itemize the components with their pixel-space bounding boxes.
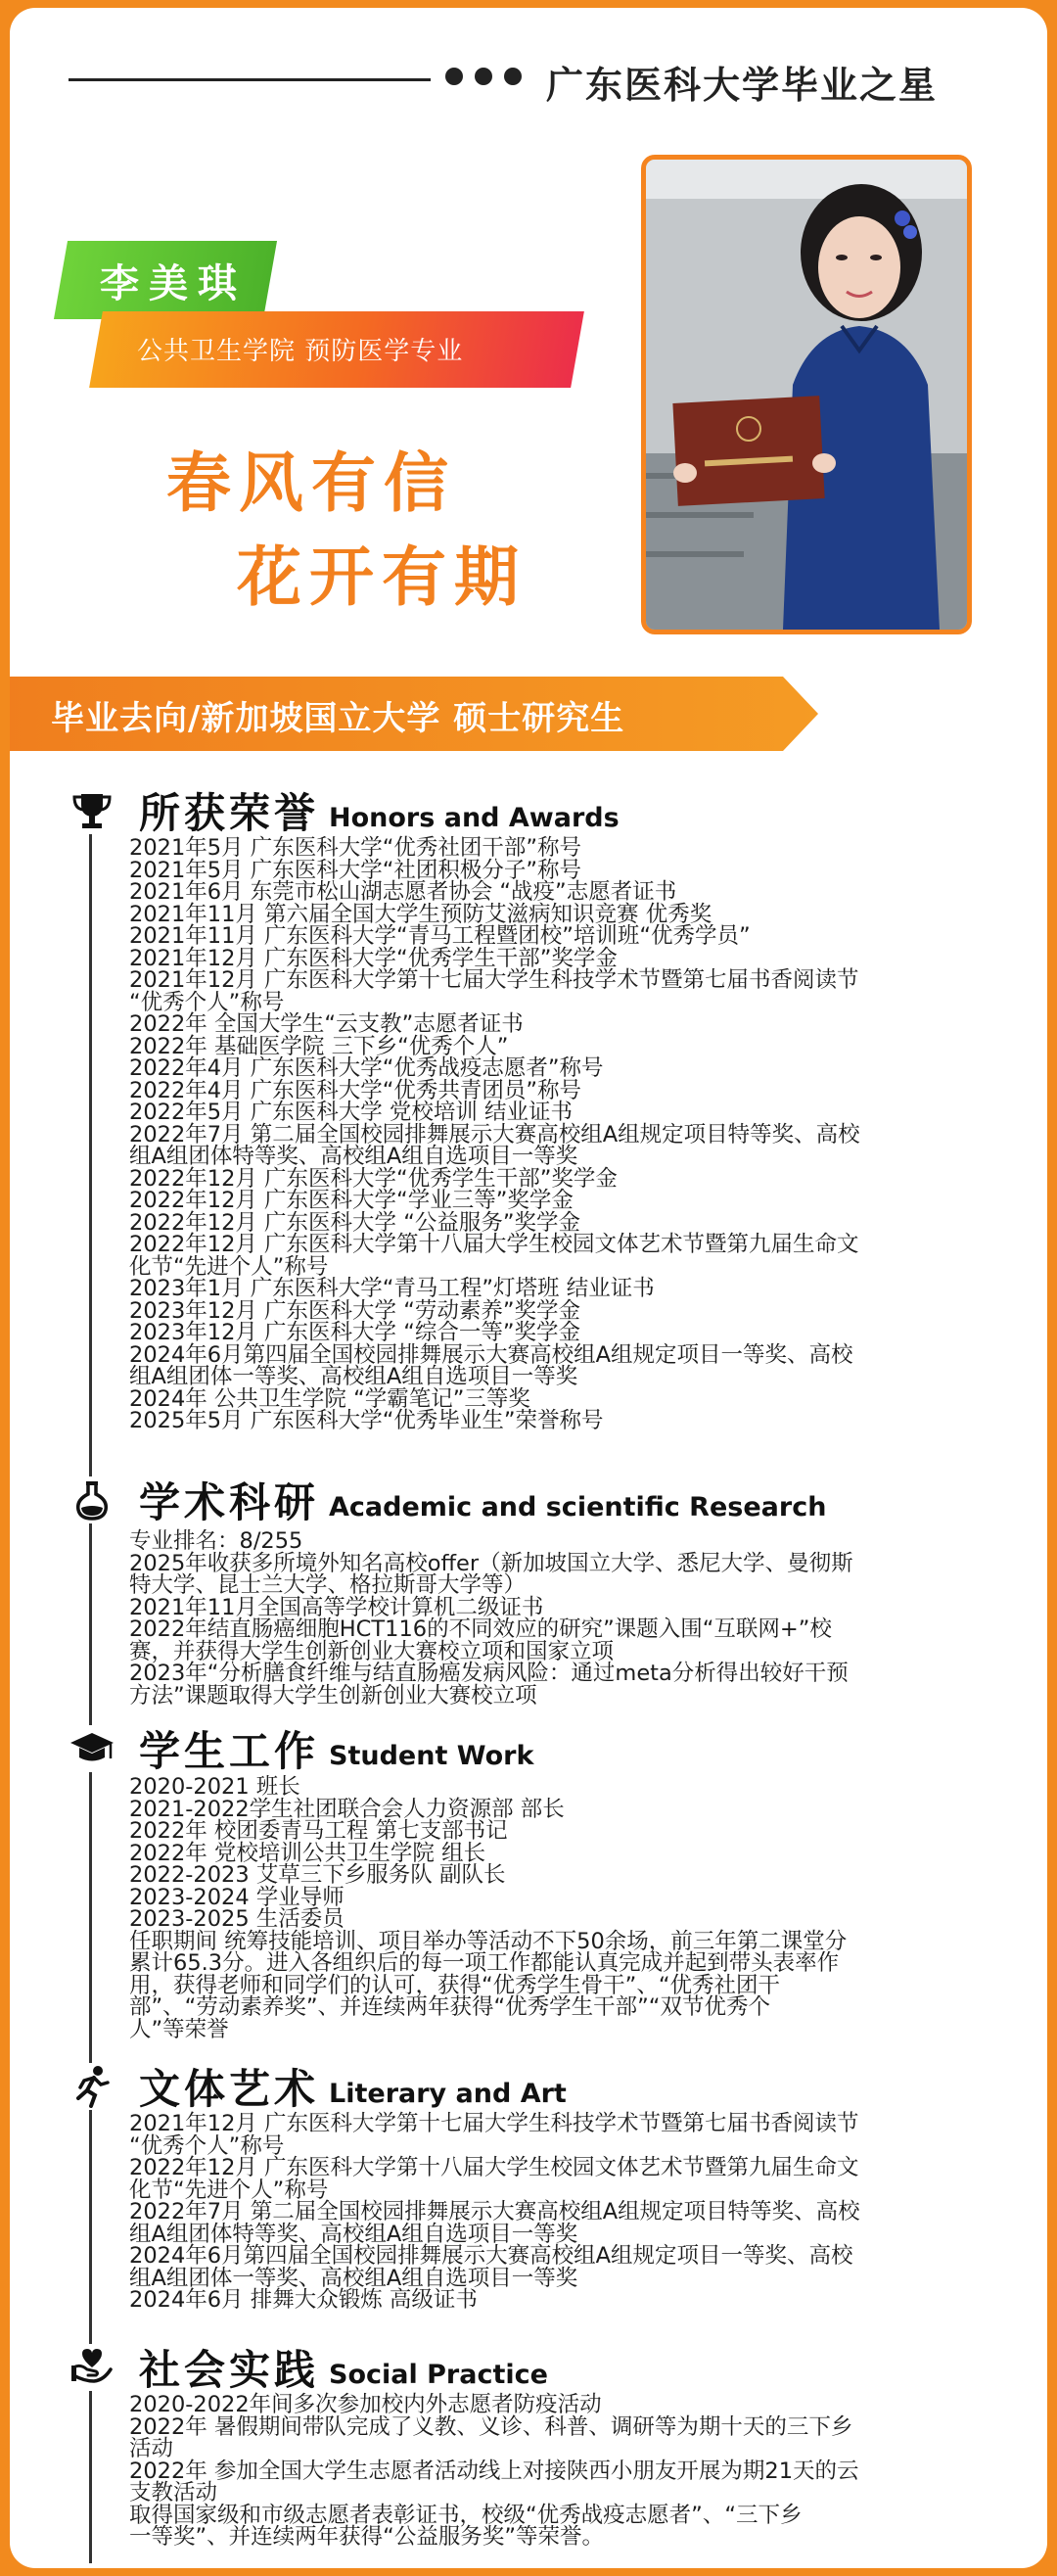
list-item: 2022年12月 广东医科大学 “公益服务”奖学金 xyxy=(129,1209,581,1236)
list-item: 2023年12月 广东医科大学 “综合一等”奖学金 xyxy=(129,1320,581,1345)
list-item: 2023-2025 生活委员 xyxy=(129,1906,345,1932)
list-item: 2021年12月 广东医科大学第十七届大学生科技学术节暨第七届书香阅读节 xyxy=(129,2111,859,2136)
hand-heart-icon xyxy=(69,2344,115,2391)
section-title-zh: 学术科研 xyxy=(139,1478,320,1526)
list-item: 取得国家级和市级志愿者表彰证书，校级“优秀战疫志愿者”、“三下乡 xyxy=(129,2502,803,2528)
list-item: 活动 xyxy=(129,2436,174,2461)
poster xyxy=(10,8,1047,2568)
list-item: 2022年4月 广东医科大学“优秀共青团员”称号 xyxy=(129,1077,582,1103)
section-honors-body xyxy=(129,837,1010,1432)
list-item: 2022年7月 第二届全国校园排舞展示大赛高校组A组规定项目特等奖、高校 xyxy=(129,1121,860,1147)
list-item: 2024年 公共卫生学院 “学霸笔记”三等奖 xyxy=(129,1385,530,1412)
list-item: 用，获得老师和同学们的认可，获得“优秀学生骨干”、“优秀社团干 xyxy=(129,1972,780,1998)
slogan-line-2: 花开有期 xyxy=(237,539,527,615)
student-photo xyxy=(641,155,972,634)
list-item: 一等奖”、并连续两年获得“公益服务奖”等荣誉。 xyxy=(129,2524,604,2550)
timeline-rule xyxy=(89,791,92,2563)
list-item: 2022年12月 广东医科大学“优秀学生干部”奖学金 xyxy=(129,1165,618,1192)
list-item: 2022年 参加全国大学生志愿者活动线上对接陕西小朋友开展为期21天的云 xyxy=(129,2458,859,2484)
list-item: 2023年“分析膳食纤维与结直肠癌发病风险：通过meta分析得出较好干预 xyxy=(129,1661,849,1686)
header-dots xyxy=(445,68,522,85)
list-item: 方法”课题取得大学生创新创业大赛校立项 xyxy=(129,1682,537,1709)
list-item: 人”等荣誉 xyxy=(129,2016,229,2042)
trophy-icon xyxy=(69,787,115,834)
list-item: 2022年5月 广东医科大学 党校培训 结业证书 xyxy=(129,1100,574,1125)
section-title-zh: 文体艺术 xyxy=(139,2065,320,2113)
list-item: 2020-2021 班长 xyxy=(129,1774,300,1800)
section-title-en: Literary and Art xyxy=(329,2078,567,2109)
section-honors-header xyxy=(69,781,620,840)
list-item: 2021年11月全国高等学校计算机二级证书 xyxy=(129,1594,544,1620)
list-item: 组A组团体特等奖、高校组A组自选项目一等奖 xyxy=(129,2221,578,2247)
list-item: 2020-2022年间多次参加校内外志愿者防疫活动 xyxy=(129,2392,602,2417)
list-item: 专业排名：8/255 xyxy=(129,1528,303,1554)
list-item: 2022年12月 广东医科大学第十八届大学生校园文体艺术节暨第九届生命文 xyxy=(129,2155,859,2180)
list-item: 2022年7月 第二届全国校园排舞展示大赛高校组A组规定项目特等奖、高校 xyxy=(129,2199,860,2225)
list-item: 2022年 基础医学院 三下乡“优秀个人” xyxy=(129,1033,509,1059)
list-item: 2022年12月 广东医科大学第十八届大学生校园文体艺术节暨第九届生命文 xyxy=(129,1232,859,1257)
list-item: 任职期间 统筹技能培训、项目举办等活动不下50余场，前三年第二课堂分 xyxy=(129,1928,848,1954)
list-item: 2021年12月 广东医科大学“优秀学生干部”奖学金 xyxy=(129,945,618,971)
list-item: 2021年6月 东莞市松山湖志愿者协会 “战疫”志愿者证书 xyxy=(129,879,677,905)
list-item: 2021年11月 广东医科大学“青马工程暨团校”培训班“优秀学员” xyxy=(129,923,751,949)
brand-title: 广东医科大学毕业之星 xyxy=(546,64,939,107)
list-item: 组A组团体一等奖、高校组A组自选项目一等奖 xyxy=(129,2265,578,2291)
list-item: 化节“先进个人”称号 xyxy=(129,1253,329,1280)
flask-icon xyxy=(69,1476,115,1523)
list-item: “优秀个人”称号 xyxy=(129,989,285,1015)
list-item: 2022年 暑假期间带队完成了义教、义诊、科普、调研等为期十天的三下乡 xyxy=(129,2413,853,2440)
section-title-en: Student Work xyxy=(329,1740,534,1771)
destination-text: 毕业去向/新加坡国立大学 硕士研究生 xyxy=(51,699,625,738)
list-item: 2021年11月 第六届全国大学生预防艾滋病知识竞赛 优秀奖 xyxy=(129,901,712,927)
running-person-icon xyxy=(69,2063,115,2110)
student-major: 公共卫生学院 预防医学专业 xyxy=(137,337,464,366)
list-item: 2022年12月 广东医科大学“学业三等”奖学金 xyxy=(129,1188,574,1213)
list-item: 2022年 全国大学生“云支教”志愿者证书 xyxy=(129,1011,524,1037)
list-item: 2023年1月 广东医科大学“青马工程”灯塔班 结业证书 xyxy=(129,1276,655,1301)
list-item: 部”、“劳动素养奖”、并连续两年获得“优秀学生干部”“双节优秀个 xyxy=(129,1994,770,2020)
section-practice-header xyxy=(69,2338,548,2397)
list-item: 2022年4月 广东医科大学“优秀战疫志愿者”称号 xyxy=(129,1055,604,1081)
graduation-cap-icon xyxy=(69,1725,115,1772)
section-title-zh: 所获荣誉 xyxy=(139,789,320,837)
list-item: 2025年收获多所境外知名高校offer（新加坡国立大学、悉尼大学、曼彻斯 xyxy=(129,1550,853,1576)
list-item: 化节“先进个人”称号 xyxy=(129,2177,329,2203)
section-work-header xyxy=(69,1719,533,1778)
list-item: 组A组团体特等奖、高校组A组自选项目一等奖 xyxy=(129,1144,578,1169)
section-art-header xyxy=(69,2057,567,2116)
section-art-body xyxy=(129,2113,1010,2312)
list-item: 2021-2022学生社团联合会人力资源部 部长 xyxy=(129,1796,565,1822)
section-practice-body xyxy=(129,2394,1010,2549)
list-item: 2022年结直肠癌细胞HCT116的不同效应的研究”课题入围“互联网+”校 xyxy=(129,1616,832,1642)
section-title-zh: 学生工作 xyxy=(139,1727,320,1775)
list-item: 组A组团体一等奖、高校组A组自选项目一等奖 xyxy=(129,1364,578,1389)
list-item: 2022-2023 艾草三下乡服务队 副队长 xyxy=(129,1862,506,1888)
list-item: 2024年6月第四届全国校园排舞展示大赛高校组A组规定项目一等奖、高校 xyxy=(129,2243,853,2269)
list-item: 2022年 校团委青马工程 第七支部书记 xyxy=(129,1818,508,1844)
list-item: 特大学、昆士兰大学、格拉斯哥大学等） xyxy=(129,1572,527,1598)
list-item: 赛，并获得大学生创新创业大赛校立项和国家立项 xyxy=(129,1638,615,1664)
slogan-line-1: 春风有信 xyxy=(166,445,456,521)
list-item: 2025年5月 广东医科大学“优秀毕业生”荣誉称号 xyxy=(129,1408,604,1433)
section-title-en: Honors and Awards xyxy=(329,802,620,833)
header-rule xyxy=(69,78,431,81)
list-item: 2023年12月 广东医科大学 “劳动素养”奖学金 xyxy=(129,1297,581,1324)
list-item: 2024年6月第四届全国校园排舞展示大赛高校组A组规定项目一等奖、高校 xyxy=(129,1341,853,1368)
list-item: 2021年5月 广东医科大学“社团积极分子”称号 xyxy=(129,857,582,883)
section-work-body xyxy=(129,1776,1010,2040)
list-item: 支教活动 xyxy=(129,2480,218,2506)
list-item: 2022年 党校培训公共卫生学院 组长 xyxy=(129,1840,486,1866)
section-title-en: Academic and scientific Research xyxy=(329,1491,827,1522)
list-item: 2024年6月 排舞大众锻炼 高级证书 xyxy=(129,2287,478,2313)
section-research-body xyxy=(129,1530,1010,1707)
list-item: 2021年5月 广东医科大学“优秀社团干部”称号 xyxy=(129,835,582,861)
student-name: 李美琪 xyxy=(100,261,247,306)
list-item: 2023-2024 学业导师 xyxy=(129,1884,345,1910)
section-research-header xyxy=(69,1471,826,1529)
list-item: 2021年12月 广东医科大学第十七届大学生科技学术节暨第七届书香阅读节 xyxy=(129,967,859,993)
list-item: “优秀个人”称号 xyxy=(129,2132,285,2159)
list-item: 累计65.3分。进入各组织后的每一项工作都能认真完成并起到带头表率作 xyxy=(129,1950,840,1976)
section-title-zh: 社会实践 xyxy=(139,2346,320,2394)
section-title-en: Social Practice xyxy=(329,2359,548,2390)
